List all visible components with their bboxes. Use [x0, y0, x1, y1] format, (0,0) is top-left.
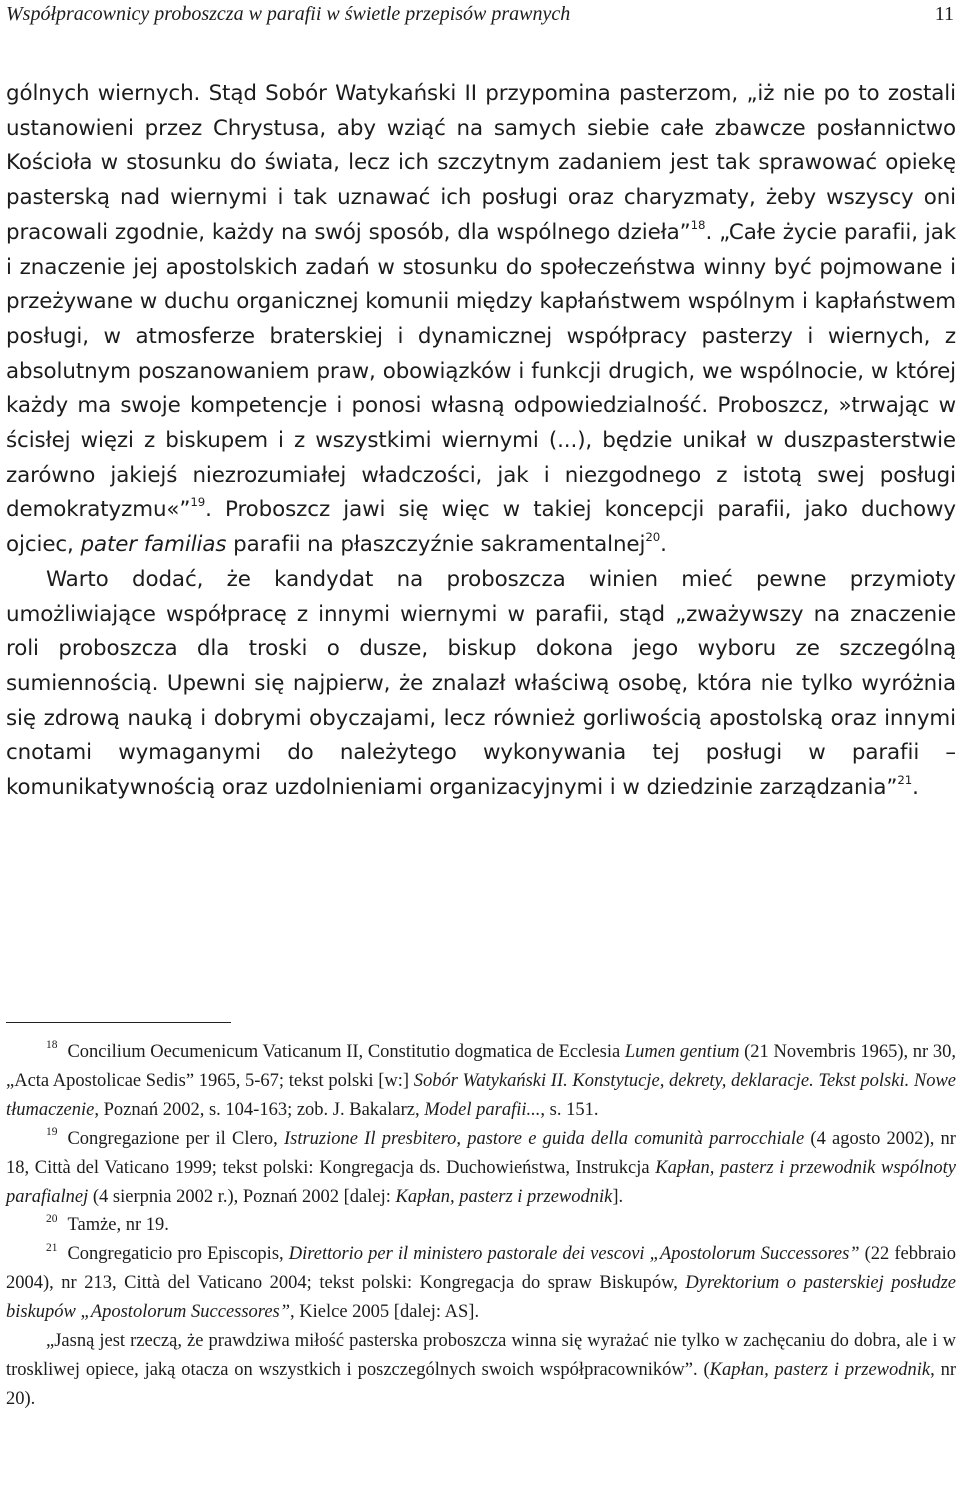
footnote-continuation [6, 1327, 956, 1414]
footnote-text: Congregaticio pro Episcopis, [67, 1244, 289, 1265]
footnote-text: , nr 20). [6, 1359, 956, 1409]
footnote-italic: Istruzione Il presbitero, pastore e guida della comunità parrocchiale [283, 1128, 805, 1149]
footnote-ref-18[interactable]: 18 [690, 217, 706, 232]
main-text [6, 77, 956, 806]
italic-term: pater familias [80, 532, 227, 558]
footnote-text: (4 agosto 2002), nr 18, Città del Vaticano 1999; tekst polski: Kongregacja ds. Duchowieństwa, Instrukcja [6, 1128, 956, 1178]
footnote-number: 20 [46, 1212, 58, 1225]
footnote-number: 18 [46, 1039, 58, 1052]
text-segment: . „Całe życie parafii, jak i znaczenie jej apostolskich zadań w stosunku do społeczeństwa winny być pojmowane i przeżywane w duchu organicznej komunii między kapłaństwem wspólnym i kapłaństwem posługi, w atmosferze braterskiej i dynamicznej współpracy pasterzy i wiernych, z absolutnym poszanowaniem praw, obowiązków i funkcji drugich, we wspólnocie, w której każdy ma swoje kompetencje i ponosi własną odpowiedzialność. Proboszcz, »trwając w ścisłej więzi z biskupem i z wszystkimi wiernymi (...), będzie unikał w duszpasterstwie zarówno jakiejś niezrozumiałej władczości, jak i niezgodnego z istotą swej posługi demokratyzmu«” [6, 219, 956, 523]
page-number: 11 [934, 3, 954, 25]
footnote-text: , s. 151. [540, 1099, 599, 1120]
footnote-number: 21 [46, 1241, 58, 1254]
footnote-text: Congregazione per il Clero, [67, 1128, 284, 1149]
running-header [6, 2, 954, 26]
running-title: Współpracownicy proboszcza w parafii w świetle przepisów prawnych [6, 3, 571, 25]
footnote-italic: Direttorio per il ministero pastorale dei vescovi „Apostolorum Successores” [288, 1244, 860, 1265]
footnote-divider [6, 1022, 231, 1023]
footnote-number: 19 [46, 1126, 58, 1139]
paragraph-2 [6, 563, 956, 806]
footnote-ref-20[interactable]: 20 [645, 530, 661, 545]
footnote-ref-19[interactable]: 19 [190, 495, 206, 510]
footnote-italic: Lumen gentium [624, 1042, 740, 1062]
text-segment: gólnych wiernych. Stąd Sobór Watykański II przypomina pasterzom, „iż nie po to zostali ustanowieni przez Chrystusa, aby wziąć na samych siebie całe zbawcze posłannictwo Kościoła w stosunku do świata, lecz ich szczytnym zadaniem jest tak sprawować opiekę pasterską nad wiernymi i tak uznawać ich posługi oraz charyzmaty, żeby wszyscy oni pracowali zgodnie, każdy na swój sposób, dla wspólnego dzieła” [6, 81, 956, 245]
text-segment: . Proboszcz jawi się więc w takiej koncepcji parafii, jako duchowy ojciec, [6, 497, 956, 558]
footnote-19 [6, 1125, 956, 1212]
text-segment: . [660, 532, 667, 558]
text-segment: Warto dodać, że kandydat na proboszcza winien mieć pewne przymioty umożliwiające współpracę z innymi wiernymi w parafii, stąd „zważywszy na znaczenie roli proboszcza dla troski o dusze, biskup dokona jego wyboru ze szczególną sumiennością. Upewni się najpierw, że znalazł właściwą osobę, która nie tylko wyróżnia się zdrową nauką i dobrymi obyczajami, lecz również gorliwością apostolską oraz innymi cnotami wymaganymi do należytego wykonywania tej posługi w parafii – komunikatywnością oraz uzdolnieniami organizacyjnymi i w dziedzinie zarządzania” [6, 566, 956, 801]
footnote-text: , Poznań 2002, s. 104-163; zob. J. Bakalarz, [94, 1099, 425, 1120]
footnote-text: Tamże, nr 19. [67, 1215, 169, 1236]
text-segment: parafii na płaszczyźnie sakramentalnej [226, 532, 646, 558]
footnote-italic: Dyrektorium o pasterskiej posłudze biskupów „Apostolorum Successores” [6, 1273, 956, 1323]
footnote-18 [6, 1038, 956, 1125]
footnote-text: (4 sierpnia 2002 r.), Poznań 2002 [dalej: [88, 1186, 396, 1207]
footnote-text: , Kielce 2005 [dalej: AS]. [290, 1302, 480, 1323]
footnote-italic: Kapłan, pasterz i przewodnik [395, 1186, 613, 1207]
footnote-italic: Sobór Watykański II. Konstytucje, dekrety, deklaracje. Tekst polski. Nowe tłumaczenie [6, 1070, 956, 1120]
footnote-text: „Jasną jest rzeczą, że prawdziwa miłość pasterska proboszcza winna się wyrażać nie tylko w zachęcaniu do dobra, ale i w troskliwej opiece, jaką otacza on wszystkich i poszczególnych swoich współpracowników”. ( [6, 1331, 956, 1380]
footnote-ref-21[interactable]: 21 [897, 773, 913, 788]
footnote-italic: Kapłan, pasterz i przewodnik [709, 1359, 931, 1380]
footnote-italic: Kapłan, pasterz i przewodnik wspólnoty parafialnej [6, 1157, 957, 1207]
footnote-text: (21 Novembris 1965), nr 30, „Acta Apostolicae Sedis” 1965, 5-67; tekst polski [w:] [6, 1042, 956, 1091]
footnote-italic: Model parafii... [424, 1099, 541, 1120]
footnote-text: (22 febbraio 2004), nr 213, Città del Vaticano 2004; tekst polski: Kongregacja do spraw Biskupów, [6, 1244, 956, 1294]
footnote-text: ]. [612, 1186, 624, 1207]
footnote-20 [6, 1211, 956, 1240]
footnote-21 [6, 1240, 956, 1327]
text-segment: . [912, 775, 919, 801]
footnotes [6, 1038, 956, 1414]
paragraph-1 [6, 77, 956, 563]
footnote-text: Concilium Oecumenicum Vaticanum II, Constitutio dogmatica de Ecclesia [67, 1042, 625, 1062]
